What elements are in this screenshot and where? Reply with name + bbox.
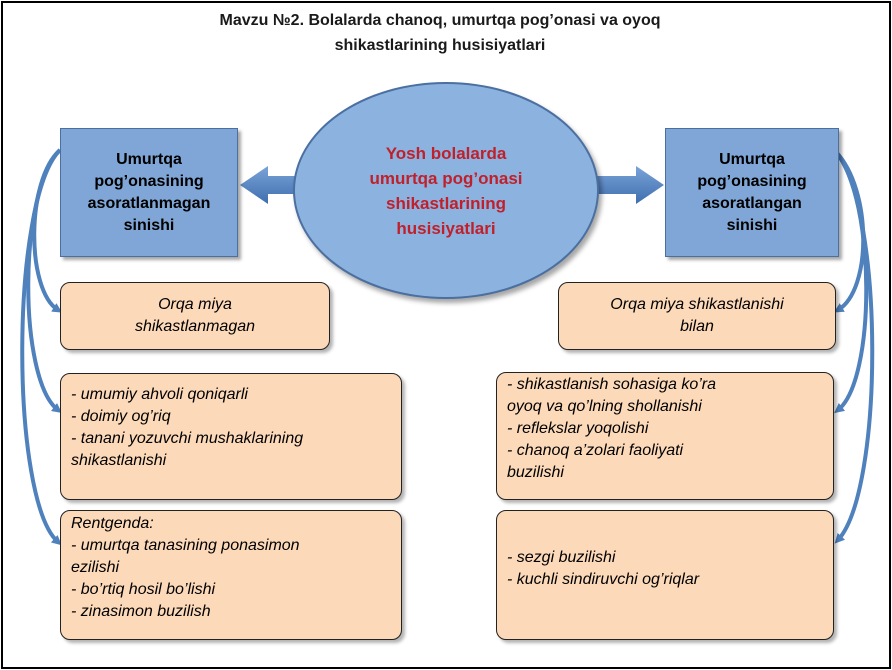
center-line-1: Yosh bolalarda	[385, 143, 507, 163]
right-sub-line-2: bilan	[680, 318, 714, 335]
left-sub-line-2: shikastlanmagan	[134, 318, 256, 335]
left-symptoms-box	[60, 373, 402, 500]
right-symptoms-box	[496, 372, 834, 500]
list-item: - bo’rtiq hosil bo’lishi	[71, 581, 216, 598]
left-subcategory-box	[60, 282, 330, 350]
list-item: - sezgi buzilishi	[507, 549, 616, 566]
list-item: - doimiy og’riq	[71, 408, 171, 425]
left-box-line-3: asoratlanmagan	[87, 194, 211, 212]
right-connectors	[836, 152, 872, 540]
arrow-to-right-box	[596, 166, 664, 204]
left-box-line-1: Umurtqa	[116, 150, 182, 168]
right-box-line-1: Umurtqa	[719, 150, 785, 168]
left-connectors	[22, 150, 60, 542]
left-sub-line-1: Orqa miya	[158, 296, 232, 313]
left-box-line-4: sinishi	[123, 216, 175, 234]
list-item: - tanani yozuvchi mushaklarining	[71, 430, 304, 447]
left-box-line-2: pog’onasining	[94, 172, 204, 190]
list-item: ezilishi	[71, 559, 120, 576]
list-item: - zinasimon buzilish	[71, 603, 211, 620]
list-item: - kuchli sindiruvchi og’riqlar	[507, 571, 700, 588]
title-line-1: Mavzu №2. Bolalarda chanoq, umurtqa pog’onasi va oyoq	[219, 12, 661, 29]
center-line-4: husisiyatlari	[396, 218, 496, 238]
center-line-2: umurtqa pog’onasi	[369, 168, 523, 188]
list-item: - reflekslar yoqolishi	[507, 420, 649, 437]
right-box-line-3: asoratlangan	[702, 194, 802, 212]
list-item: - shikastlanish sohasiga ko’ra	[507, 376, 716, 393]
list-item: - umurtqa tanasining ponasimon	[71, 537, 300, 554]
list-item: Rentgenda:	[71, 515, 154, 532]
right-box-line-4: sinishi	[726, 216, 778, 234]
center-topic-ellipse	[293, 82, 599, 299]
left-xray-box	[60, 510, 402, 640]
left-category-box	[60, 128, 238, 257]
title-line-2: shikastlarining husisiyatlari	[334, 37, 546, 54]
list-item: - chanoq a’zolari faoliyati	[507, 442, 684, 459]
list-item: - umumiy ahvoli qoniqarli	[71, 386, 248, 403]
center-line-3: shikastlarining	[386, 193, 506, 213]
right-category-box	[665, 128, 839, 257]
right-box-line-2: pog’onasining	[697, 172, 807, 190]
right-subcategory-box	[558, 282, 836, 350]
right-sub-line-1: Orqa miya shikastlanishi	[610, 296, 784, 313]
list-item: oyoq va qo’lning shollanishi	[507, 398, 702, 415]
right-sensory-box	[496, 510, 834, 640]
list-item: shikastlanishi	[71, 452, 167, 469]
list-item: buzilishi	[507, 464, 564, 481]
